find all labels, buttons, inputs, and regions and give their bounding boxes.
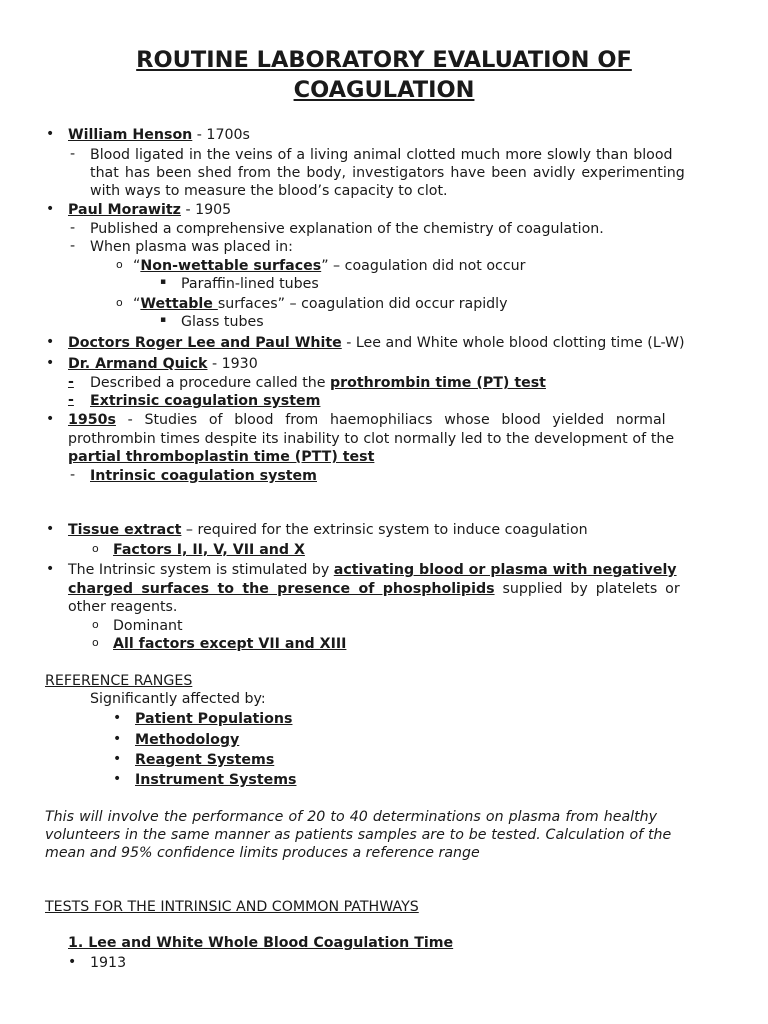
reference-item: Reagent Systems <box>135 752 275 768</box>
henson-desc-line2: that has been shed from the body, investigators have been avidly experimenting <box>90 165 685 181</box>
intrinsic-line3: other reagents. <box>68 599 178 615</box>
intrinsic-bold2: charged surfaces to the presence of phospholipids <box>68 581 495 597</box>
italic-para-line3: mean and 95% confidence limits produces a reference range <box>45 845 480 861</box>
henson-entry <box>68 126 250 144</box>
intrinsic-dominant: Dominant <box>113 618 183 634</box>
circle-bullet-icon: o <box>92 542 99 555</box>
extrinsic-system: Extrinsic coagulation system <box>90 393 321 409</box>
bullet-icon: • <box>113 771 122 787</box>
open-quote: “ <box>133 296 141 312</box>
intrinsic-system: Intrinsic coagulation system <box>90 468 317 484</box>
bullet-icon: • <box>113 731 122 747</box>
nonwettable-entry <box>133 257 525 275</box>
intrinsic-line2 <box>68 580 680 598</box>
reference-item: Methodology <box>135 732 240 748</box>
leewhite-rest: - Lee and White whole blood clotting time (L-W) <box>341 335 685 351</box>
paraffin-tubes: Paraffin-lined tubes <box>181 276 319 292</box>
morawitz-desc-line1: Published a comprehensive explanation of the chemistry of coagulation. <box>90 221 604 237</box>
dash-marker: - <box>70 238 76 254</box>
tests-heading: TESTS FOR THE INTRINSIC AND COMMON PATHWAYS <box>45 899 419 915</box>
fifties-line1 <box>68 411 666 429</box>
quick-name: Dr. Armand Quick <box>68 356 208 372</box>
bullet-icon: • <box>113 710 122 726</box>
document-title-line1: ROUTINE LABORATORY EVALUATION OF <box>136 47 632 73</box>
bullet-icon: • <box>46 521 55 537</box>
bullet-icon: • <box>46 126 55 142</box>
intrinsic-line1 <box>68 561 677 579</box>
henson-desc-line3: with ways to measure the blood’s capacity to clot. <box>90 183 448 199</box>
wettable-label: Wettable <box>140 296 218 312</box>
bullet-icon: • <box>46 334 55 350</box>
nonwettable-label: Non-wettable surfaces <box>140 258 322 274</box>
intrinsic-bold1: activating blood or plasma with negatively <box>333 562 677 578</box>
quick-desc-pre: Described a procedure called the <box>90 375 330 391</box>
henson-date: - 1700s <box>192 127 250 143</box>
morawitz-name: Paul Morawitz <box>68 202 181 218</box>
square-bullet-icon: ▪ <box>160 315 167 325</box>
pt-test: prothrombin time (PT) test <box>329 375 546 391</box>
intrinsic-rest2: supplied by platelets or <box>494 581 680 597</box>
morawitz-desc-line2: When plasma was placed in: <box>90 239 293 255</box>
extrinsic-factors: Factors I, II, V, VII and X <box>113 542 305 558</box>
document-title-line2: COAGULATION <box>293 77 475 103</box>
bullet-icon: • <box>46 411 55 427</box>
bullet-icon: • <box>46 355 55 371</box>
circle-bullet-icon: o <box>116 258 123 271</box>
intrinsic-pre: The Intrinsic system is stimulated by <box>68 562 334 578</box>
tissue-name: Tissue extract <box>68 522 182 538</box>
bullet-icon: • <box>68 954 77 970</box>
circle-bullet-icon: o <box>116 296 123 309</box>
tests-item-year: 1913 <box>90 955 127 971</box>
fifties-line2: prothrombin times despite its inability to clot normally led to the development of the <box>68 431 675 447</box>
circle-bullet-icon: o <box>92 636 99 649</box>
henson-desc-line1: Blood ligated in the veins of a living animal clotted much more slowly than blood <box>90 147 673 163</box>
leewhite-entry <box>68 334 685 352</box>
bullet-icon: • <box>46 561 55 577</box>
quick-date: - 1930 <box>207 356 258 372</box>
bullet-icon: • <box>113 751 122 767</box>
square-bullet-icon: ▪ <box>160 277 167 287</box>
tissue-rest: – required for the extrinsic system to induce coagulation <box>181 522 588 538</box>
bullet-icon: • <box>46 201 55 217</box>
reference-item: Instrument Systems <box>135 772 297 788</box>
fifties-name: 1950s <box>68 412 116 428</box>
italic-para-line1: This will involve the performance of 20 to 40 determinations on plasma from healthy <box>45 809 658 825</box>
dash-marker: - <box>70 146 76 162</box>
nonwettable-rest: ” – coagulation did not occur <box>321 258 526 274</box>
quick-entry <box>68 355 258 373</box>
henson-name: William Henson <box>68 127 193 143</box>
ptt-test: partial thromboplastin time (PTT) test <box>68 449 375 465</box>
quick-desc-line1 <box>90 374 546 392</box>
italic-para-line2: volunteers in the same manner as patients samples are to be tested. Calculation of the <box>45 827 672 843</box>
intrinsic-factors: All factors except VII and XIII <box>113 636 347 652</box>
glass-tubes: Glass tubes <box>181 314 264 330</box>
fifties-rest: - Studies of blood from haemophiliacs whose blood yielded normal <box>115 412 666 428</box>
dash-marker: - <box>68 374 74 390</box>
dash-marker: - <box>70 467 76 483</box>
morawitz-entry <box>68 201 231 219</box>
tests-subheading: 1. Lee and White Whole Blood Coagulation Time <box>68 935 454 951</box>
leewhite-name: Doctors Roger Lee and Paul White <box>68 335 342 351</box>
wettable-rest: surfaces” – coagulation did occur rapidly <box>217 296 508 312</box>
open-quote: “ <box>133 258 141 274</box>
dash-marker: - <box>68 392 74 408</box>
wettable-entry <box>133 295 508 313</box>
morawitz-date: - 1905 <box>180 202 232 218</box>
dash-marker: - <box>70 220 76 236</box>
reference-intro: Significantly affected by: <box>90 691 266 707</box>
circle-bullet-icon: o <box>92 618 99 631</box>
reference-heading: REFERENCE RANGES <box>45 673 193 689</box>
reference-item: Patient Populations <box>135 711 293 727</box>
tissue-entry <box>68 521 588 539</box>
